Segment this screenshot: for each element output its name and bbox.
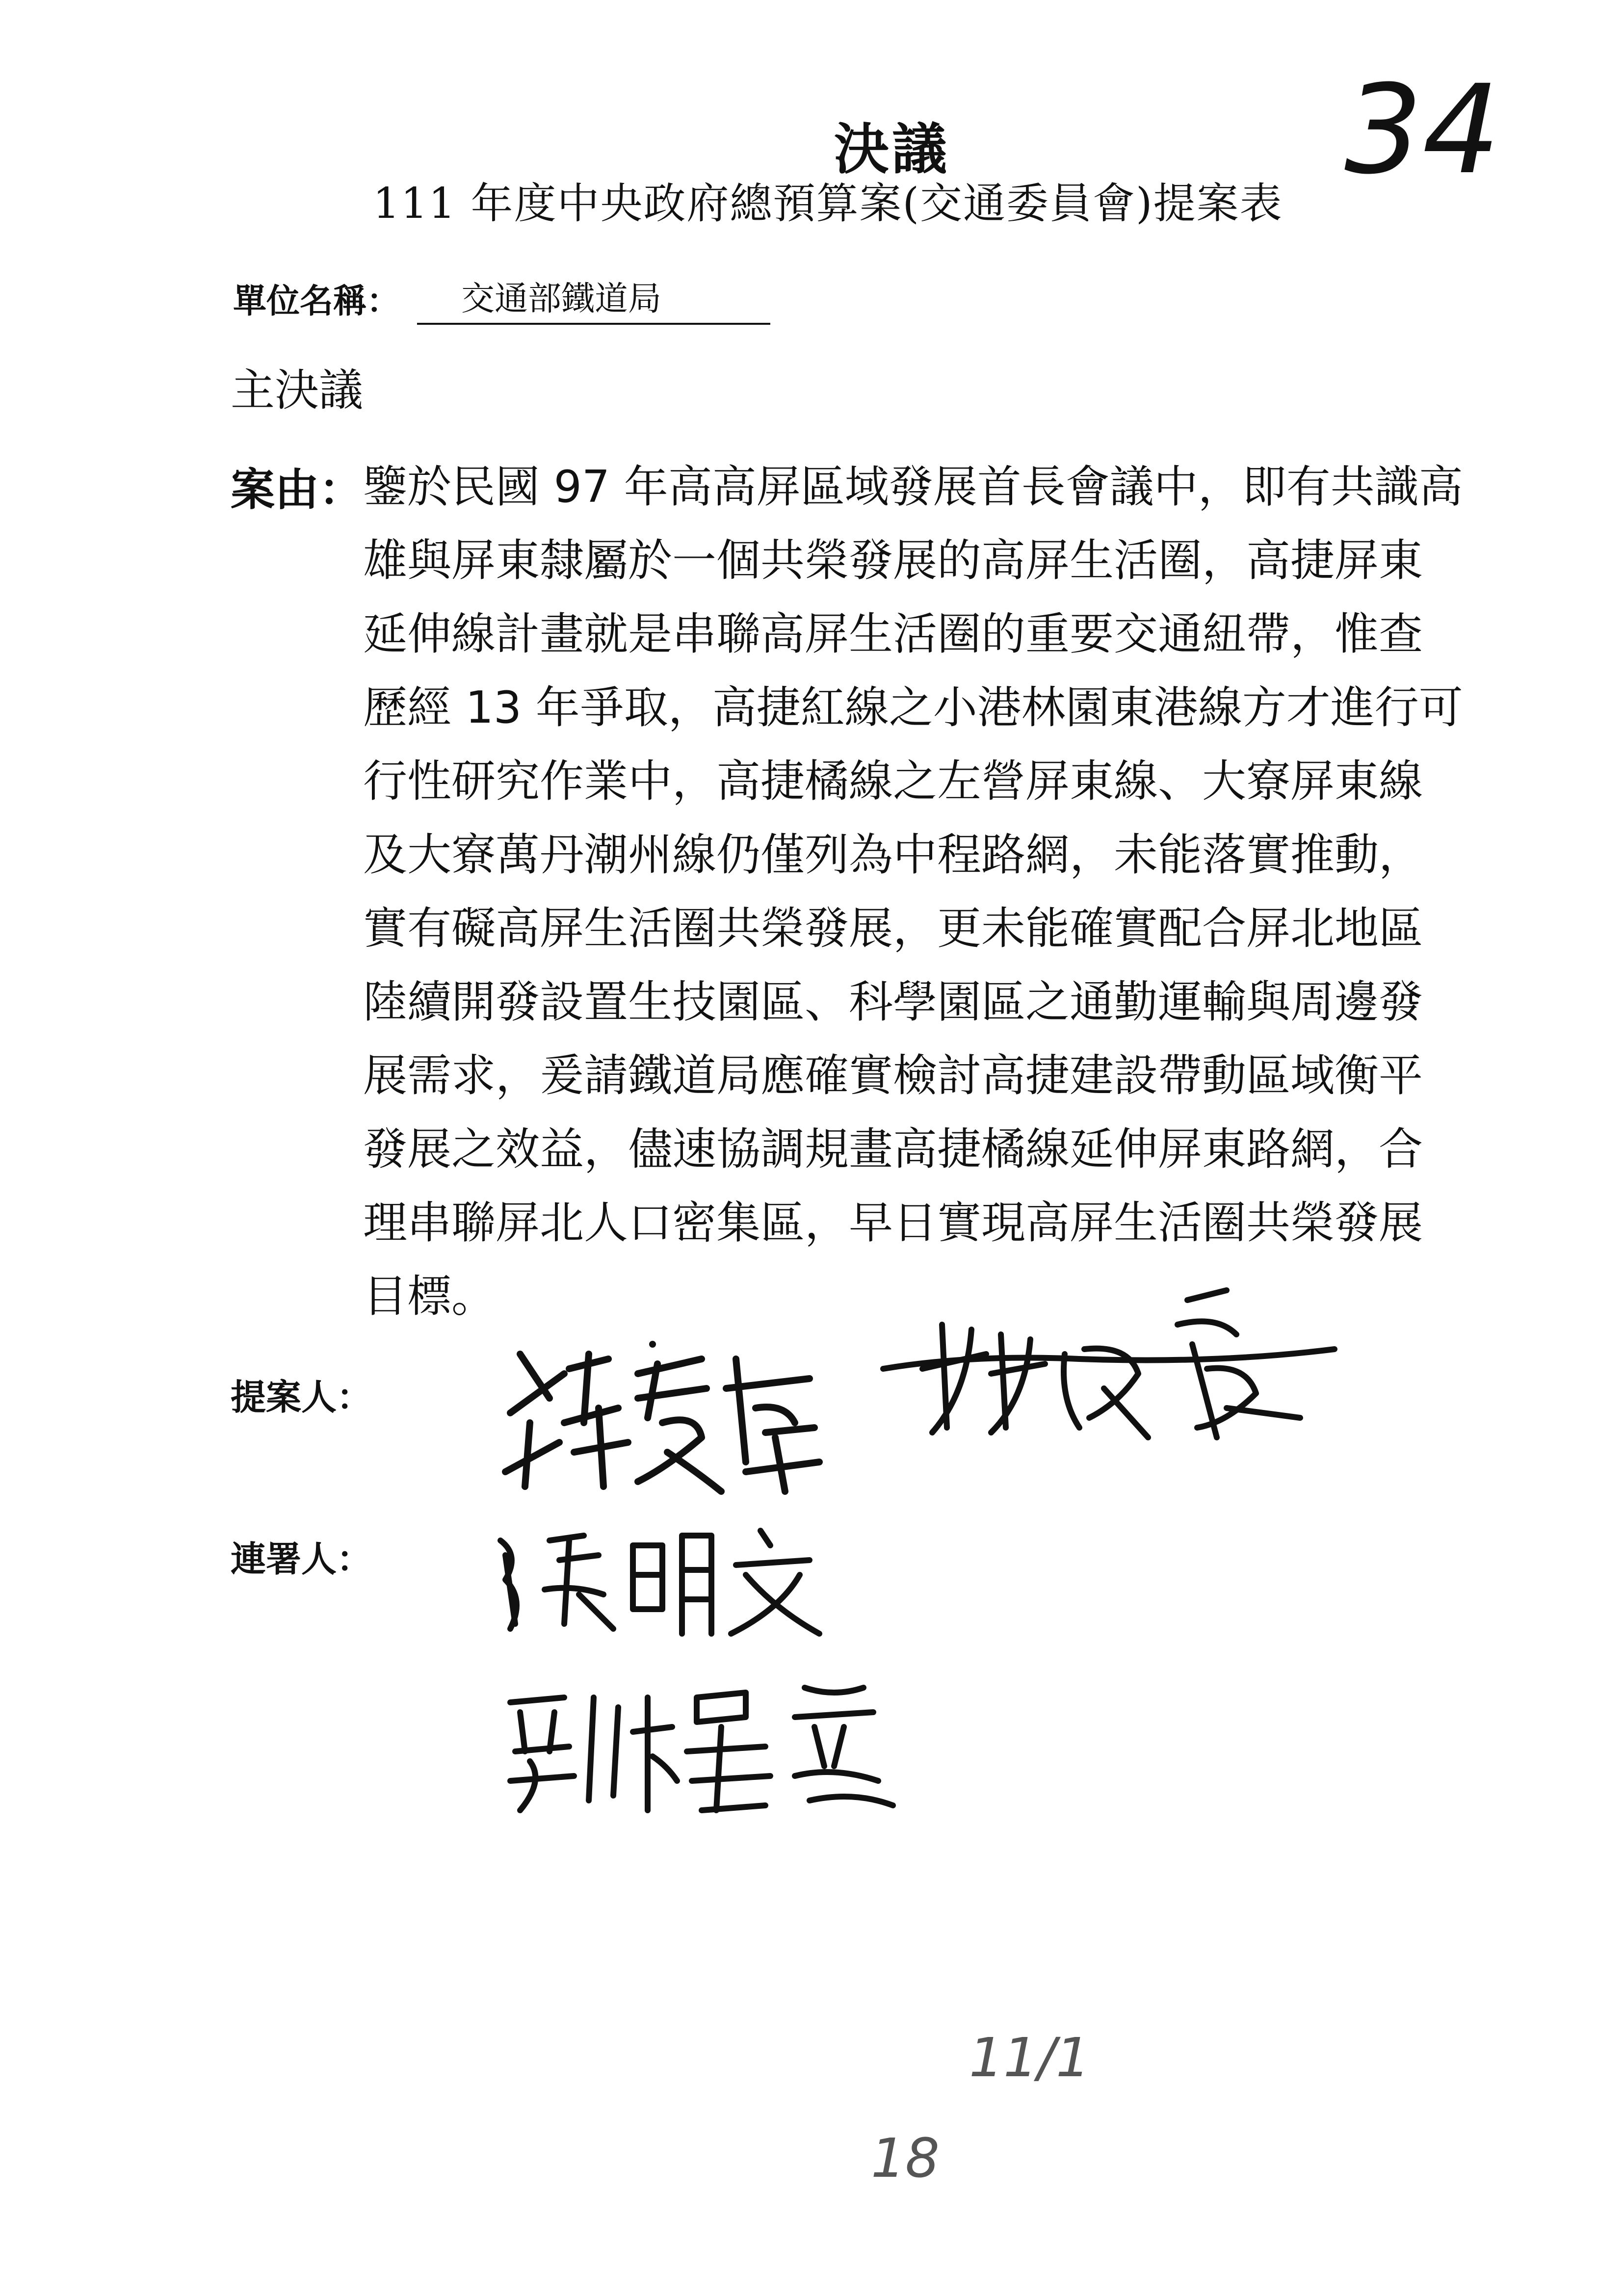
handwritten-page-number: 34 <box>1344 58 1501 201</box>
unit-name-label: 單位名稱： <box>233 282 400 321</box>
cosigner-label: 連署人： <box>231 1539 372 1580</box>
case-line: 理串聯屏北人口密集區，早日實現高屏生活圈共榮發展 <box>363 1197 1423 1249</box>
case-line: 歷經 13 年爭取，高捷紅線之小港林園東港線方才進行可 <box>363 682 1463 733</box>
cosigner-signature-2 <box>491 1668 922 1827</box>
resolution-stamp: 決議 <box>834 117 950 182</box>
case-line: 鑒於民國 97 年高高屏區域發展首長會議中，即有共識高 <box>363 461 1463 513</box>
proposer-signature-2 <box>873 1280 1354 1459</box>
case-line: 延伸線計畫就是串聯高屏生活圈的重要交通紐帶，惟查 <box>363 608 1423 660</box>
case-label: 案由： <box>231 464 363 516</box>
case-body <box>363 450 1463 1333</box>
document-title: 111 年度中央政府總預算案(交通委員會)提案表 <box>373 179 1283 228</box>
unit-name-value: 交通部鐵道局 <box>417 272 770 325</box>
case-line: 展需求，爰請鐵道局應確實檢討高捷建設帶動區域衡平 <box>363 1050 1423 1101</box>
handwritten-date-mark: 11/1 <box>969 2026 1091 2089</box>
cosigner-signature-1 <box>486 1511 829 1650</box>
case-line: 發展之效益，儘速協調規畫高捷橘線延伸屏東路網，合 <box>363 1123 1423 1175</box>
proposer-signature-1 <box>491 1325 834 1513</box>
case-line: 行性研究作業中，高捷橘線之左營屏東線、大寮屏東線 <box>363 756 1423 807</box>
handwritten-count-mark: 18 <box>871 2127 940 2190</box>
case-line: 實有礙高屏生活圈共榮發展，更未能確實配合屏北地區 <box>363 903 1423 954</box>
resolution-type: 主決議 <box>231 365 363 416</box>
case-line: 陸續開發設置生技園區、科學園區之通勤運輸與周邊發 <box>363 976 1423 1028</box>
case-line: 雄與屏東隸屬於一個共榮發展的高屏生活圈，高捷屏東 <box>363 535 1423 586</box>
proposer-label: 提案人： <box>231 1377 372 1418</box>
case-line: 目標。 <box>363 1271 496 1322</box>
case-line: 及大寮萬丹潮州線仍僅列為中程路網，未能落實推動， <box>363 829 1423 881</box>
